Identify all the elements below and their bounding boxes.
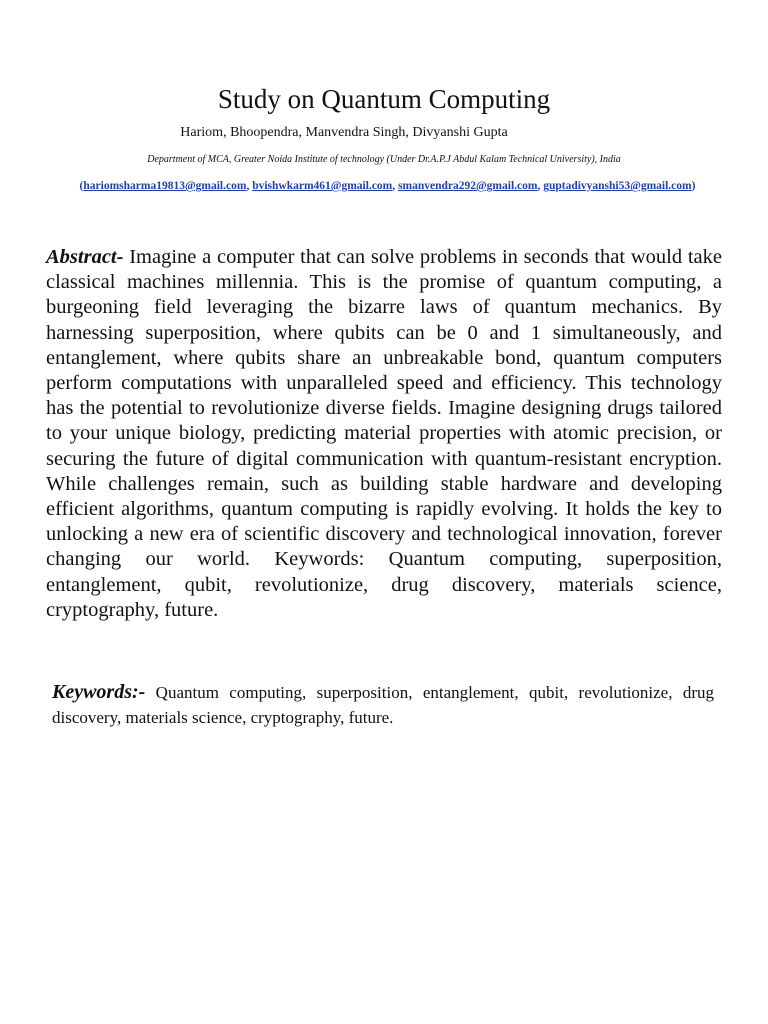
keywords-text: Quantum computing, superposition, entanglement, qubit, revolutionize, drug discovery, materials science, cryptography, future. [52, 683, 714, 727]
keywords-label: Keywords:- [52, 681, 146, 703]
email-separator: , [246, 180, 253, 192]
abstract-paragraph [46, 245, 722, 623]
affiliation: Department of MCA, Greater Noida Institute of technology (Under Dr.A.P.J Abdul Kalam Technical University), India [147, 154, 621, 165]
email-close-paren: ) [691, 180, 696, 192]
email-list [0, 178, 768, 194]
abstract-text: Imagine a computer that can solve problems in seconds that would take classical machines millennia. This is the promise of quantum computing, a burgeoning field leveraging the bizarre laws of quantum mechanics. By harnessing superposition, where qubits can be 0 and 1 simultaneously, and entanglement, where qubits share an unbreakable bond, quantum computers perform computations with unparalleled speed and efficiency. This technology has the potential to revolutionize diverse fields. Imagine designing drugs tailored to your unique biology, predicting material properties with atomic precision, or securing the future of digital communication with quantum-resistant encryption. While challenges remain, such as building stable hardware and developing efficient algorithms, quantum computing is rapidly evolving. It holds the key to unlocking a new era of scientific discovery and technological innovation, forever changing our world. Keywords: Quantum computing, superposition, entanglement, qubit, revolutionize, drug discovery, materials science, cryptography, future. [46, 246, 722, 621]
email-link-divyanshi[interactable]: guptadivyanshi53@gmail.com [543, 180, 692, 192]
email-open-paren: ( [79, 180, 84, 192]
email-separator: , [537, 180, 544, 192]
email-separator: , [392, 180, 399, 192]
paper-title: Study on Quantum Computing [217, 84, 551, 114]
abstract-label: Abstract- [46, 246, 124, 268]
author-list: Hariom, Bhoopendra, Manvendra Singh, Divyanshi Gupta [180, 125, 508, 140]
email-link-bhoopendra[interactable]: bvishwkarm461@gmail.com [252, 180, 393, 192]
keywords-paragraph [52, 681, 714, 730]
email-link-hariom[interactable]: hariomsharma19813@gmail.com [83, 180, 247, 192]
email-link-manvendra[interactable]: smanvendra292@gmail.com [398, 180, 538, 192]
